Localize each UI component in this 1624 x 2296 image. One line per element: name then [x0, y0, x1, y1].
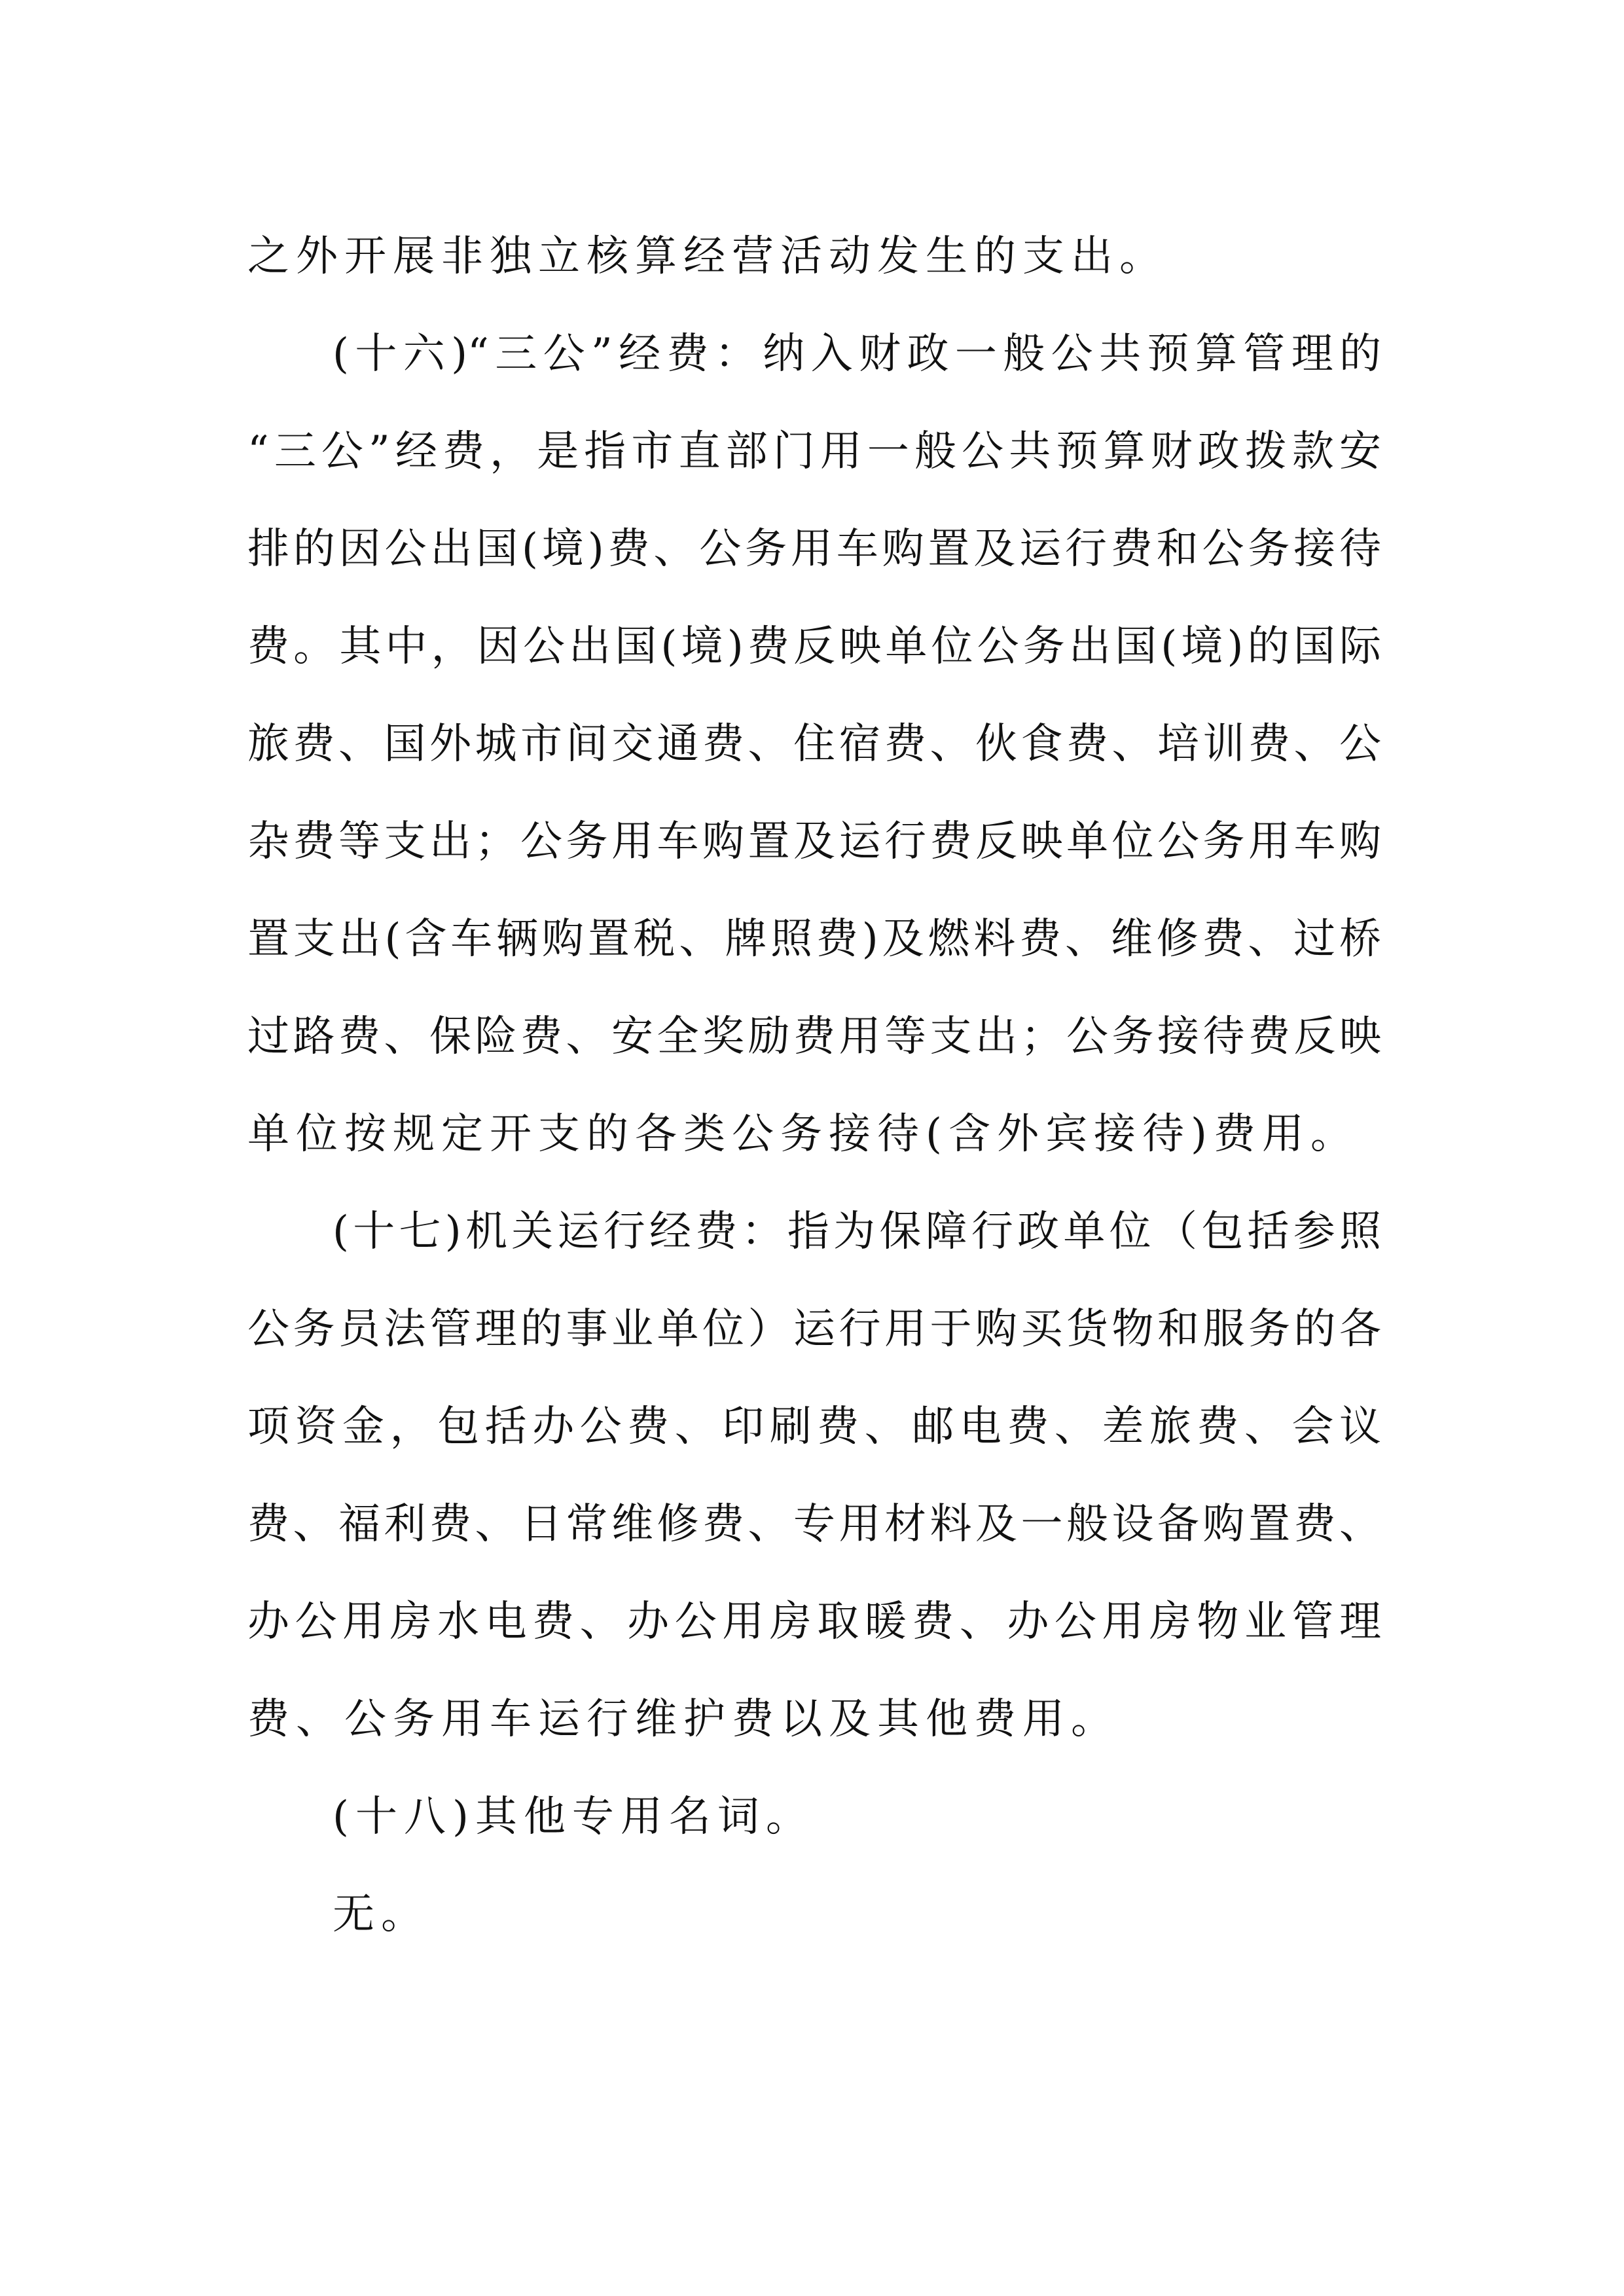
paragraph-item-16: [247, 306, 1381, 1183]
text-line: 杂费等支出；公务用车购置及运行费反映单位公务用车购: [247, 817, 1381, 866]
text-line: (十六)“三公”经费：纳入财政一般公共预算管理的: [333, 330, 1381, 378]
paragraph-item-17: [247, 1183, 1381, 1768]
text-line: 旅费、国外城市间交通费、住宿费、伙食费、培训费、公: [247, 720, 1381, 768]
text-line: 费、福利费、日常维修费、专用材料及一般设备购置费、: [247, 1500, 1381, 1549]
text-line: 置支出(含车辆购置税、牌照费)及燃料费、维修费、过桥: [247, 915, 1381, 963]
paragraph-item-18-body: [247, 1866, 1381, 1964]
document-body: [247, 208, 1381, 1964]
text-line: 之外开展非独立核算经营活动发生的支出。: [247, 232, 1168, 281]
text-line: 公务员法管理的事业单位）运行用于购买货物和服务的各: [247, 1305, 1381, 1354]
paragraph-item-18: [247, 1768, 1381, 1866]
text-line: (十七)机关运行经费：指为保障行政单位（包括参照: [333, 1208, 1381, 1256]
text-line: (十八)其他专用名词。: [333, 1793, 814, 1841]
text-line: 费。其中，因公出国(境)费反映单位公务出国(境)的国际: [247, 622, 1381, 671]
text-line: 办公用房水电费、办公用房取暖费、办公用房物业管理: [247, 1598, 1381, 1646]
text-line: 项资金，包括办公费、印刷费、邮电费、差旅费、会议: [247, 1403, 1381, 1451]
paragraph-continuation: [247, 208, 1381, 306]
text-line: “三公”经费，是指市直部门用一般公共预算财政拨款安: [247, 427, 1381, 476]
text-line: 排的因公出国(境)费、公务用车购置及运行费和公务接待: [247, 525, 1381, 573]
text-line: 无。: [333, 1890, 429, 1939]
text-line: 过路费、保险费、安全奖励费用等支出；公务接待费反映: [247, 1013, 1381, 1061]
text-line: 费、公务用车运行维护费以及其他费用。: [247, 1695, 1119, 1744]
text-line: 单位按规定开支的各类公务接待(含外宾接待)费用。: [247, 1110, 1359, 1158]
